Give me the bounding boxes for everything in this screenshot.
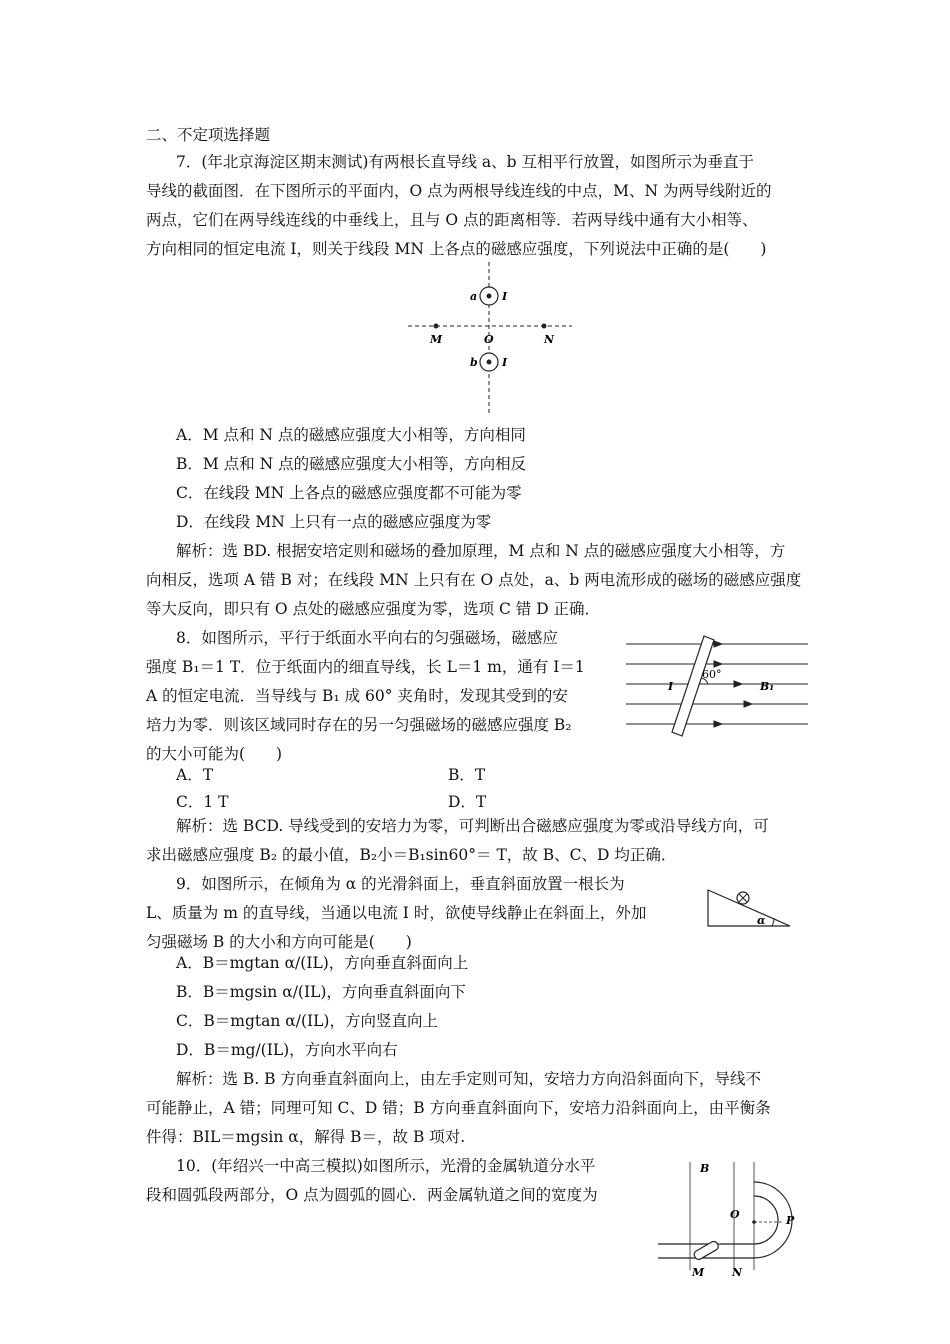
q10-label-n: N [732,1266,743,1279]
q7-line-1: 7．(年北京海淀区期末测试)有两根长直导线 a、b 互相平行放置，如图所示为垂直于 [176,153,754,171]
q9-option-b: B．B＝mgsin α/(IL)，方向垂直斜面向下 [176,983,466,1001]
q9-line-1: 9．如图所示，在倾角为 α 的光滑斜面上，垂直斜面放置一根长为 [176,875,625,893]
q9-figure [702,878,797,930]
wire-b-icon [480,353,498,371]
section-title: 二、不定项选择题 [146,126,271,144]
q8-line-4: 培力为零．则该区域同时存在的另一匀强磁场的磁感应强度 B₂ [146,716,572,734]
label-i-b: I [502,356,508,369]
label-b: b [470,356,478,369]
wire-into-page-icon [737,892,749,904]
q7-option-d: D．在线段 MN 上只有一点的磁感应强度为零 [176,513,492,531]
q7-figure [400,262,580,420]
q8-line-5: 的大小可能为( ) [146,745,283,763]
q7-line-2: 导线的截面图．在下图所示的平面内，O 点为两根导线连线的中点，M、N 为两导线附近的 [146,182,772,200]
q8-line-3: A 的恒定电流．当导线与 B₁ 成 60° 夹角时，发现其受到的安 [146,687,568,705]
label-m: M [430,333,443,346]
point-n [542,324,547,329]
q10-label-b: B [700,1162,710,1175]
q7-option-c: C．在线段 MN 上各点的磁感应强度都不可能为零 [176,484,522,502]
q9-analysis-3: 件得：BIL＝mgsin α，解得 B＝，故 B 项对. [146,1128,466,1146]
q8-option-a: A．T [176,766,214,784]
q9-line-3: 匀强磁场 B 的大小和方向可能是( ) [146,933,412,951]
q9-analysis-1: 解析：选 B. B 方向垂直斜面向上，由左手定则可知，安培力方向沿斜面向下，导线不 [176,1070,761,1088]
q10-label-p: P [786,1214,795,1227]
label-o: O [484,333,494,346]
point-o [752,1220,756,1224]
q10-label-o: O [730,1208,740,1221]
q10-line-2: 段和圆弧段两部分，O 点为圆弧的圆心．两金属轨道之间的宽度为 [146,1186,598,1204]
label-i-a: I [502,290,508,303]
q8-analysis-2: 求出磁感应强度 B₂ 的最小值，B₂小＝B₁sin60°＝ T，故 B、C、D 均正确． [146,846,677,864]
q8-label-i: I [668,680,674,693]
q8-line-2: 强度 B₁＝1 T．位于纸面内的细直导线，长 L＝1 m，通有 I＝1 [146,658,585,676]
q9-line-2: L、质量为 m 的直导线，当通以电流 I 时，欲使导线静止在斜面上，外加 [146,904,647,922]
q9-label-alpha: α [757,914,766,927]
conductor-rod-icon [672,636,714,736]
q7-line-4: 方向相同的恒定电流 I，则关于线段 MN 上各点的磁感应强度，下列说法中正确的是( ) [146,240,767,258]
q8-option-d: D．T [448,793,487,811]
q9-analysis-2: 可能静止，A 错；同理可知 C、D 错；B 方向垂直斜面向下，安培力沿斜面向上，由平衡条 [146,1099,771,1117]
q9-option-d: D．B＝mg/(IL)，方向水平向右 [176,1041,398,1059]
q8-figure [622,634,812,744]
q10-figure [654,1160,804,1280]
point-m [434,324,439,329]
label-n: N [544,333,555,346]
q9-option-a: A．B＝mgtan α/(IL)，方向垂直斜面向上 [176,954,469,972]
q8-option-b: B．T [448,766,486,784]
q8-analysis-1: 解析：选 BCD. 导线受到的安培力为零，可判断出合磁感应强度为零或沿导线方向，可 [176,817,769,835]
q8-line-1: 8．如图所示，平行于纸面水平向右的匀强磁场，磁感应 [176,629,558,647]
q7-option-b: B．M 点和 N 点的磁感应强度大小相等，方向相反 [176,455,527,473]
q9-option-c: C．B＝mgtan α/(IL)，方向竖直向上 [176,1012,438,1030]
q8-label-b1: B₁ [760,680,775,693]
q7-line-3: 两点，它们在两导线连线的中垂线上，且与 O 点的距离相等．若两导线中通有大小相等、 [146,211,758,229]
q10-line-1: 10．(年绍兴一中高三模拟)如图所示，光滑的金属轨道分水平 [176,1157,596,1175]
q7-analysis-1: 解析：选 BD. 根据安培定则和磁场的叠加原理，M 点和 N 点的磁感应强度大小相等，方 [176,542,786,560]
q7-option-a: A．M 点和 N 点的磁感应强度大小相等，方向相同 [176,426,526,444]
q7-analysis-3: 等大反向，即只有 O 点处的磁感应强度为零，选项 C 错 D 正确． [146,600,601,618]
q8-label-angle: 60° [702,668,722,681]
q10-label-m: M [692,1266,705,1279]
q8-option-c: C．1 T [176,793,229,811]
label-a: a [470,290,478,303]
q7-analysis-2: 向相反，选项 A 错 B 对；在线段 MN 上只有在 O 点处，a、b 两电流形成的磁场的磁感应强度 [146,571,802,589]
wire-a-icon [480,287,498,305]
